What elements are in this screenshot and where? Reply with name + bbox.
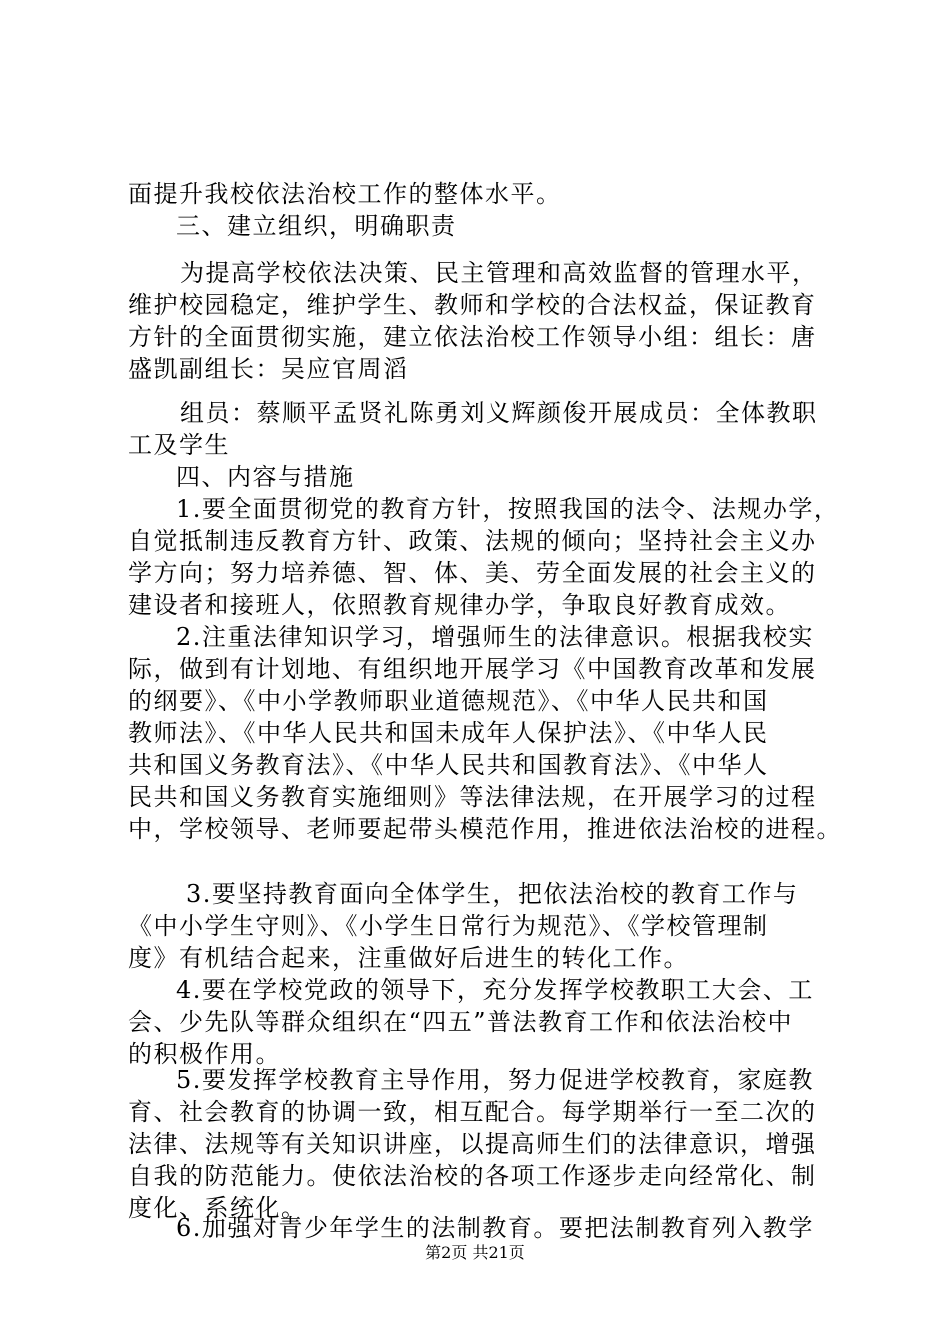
body-text-line: 法律、法规等有关知识讲座，以提高师生们的法律意识，增强 (128, 1130, 817, 1158)
page-number-footer: 第2页 共21页 (425, 1243, 525, 1262)
body-text-line: 的纲要》、《中小学教师职业道德规范》、《中华人民共和国 (128, 687, 769, 715)
body-text-line: 民共和国义务教育实施细则》等法律法规，在开展学习的过程 (128, 783, 817, 811)
body-text-line: 盛凯副组长：吴应官周滔 (128, 355, 409, 383)
body-text-line: 《中小学生守则》、《小学生日常行为规范》、《学校管理制 (128, 912, 769, 940)
body-text-line: 1.要全面贯彻党的教育方针，按照我国的法令、法规办学， (176, 495, 840, 523)
body-text-line: 2.注重法律知识学习，增强师生的法律意识。根据我校实 (176, 623, 814, 651)
body-text-line: 5.要发挥学校教育主导作用，努力促进学校教育，家庭教 (176, 1066, 814, 1094)
body-text-line: 4.要在学校党政的领导下，充分发挥学校教职工大会、工 (176, 976, 814, 1004)
body-text-line: 教师法》、《中华人民共和国未成年人保护法》、《中华人民 (128, 719, 769, 747)
section-heading: 四、内容与措施 (176, 463, 355, 491)
body-text-line: 自觉抵制违反教育方针、政策、法规的倾向；坚持社会主义办 (128, 527, 817, 555)
body-text-line: 度》有机结合起来，注重做好后进生的转化工作。 (128, 944, 689, 972)
body-text-line: 会、少先队等群众组织在“四五”普法教育工作和依法治校中 (128, 1008, 794, 1036)
body-text-line: 6.加强对青少年学生的法制教育。要把法制教育列入教学 (176, 1214, 814, 1242)
section-heading: 三、建立组织，明确职责 (176, 212, 457, 240)
body-text-line: 建设者和接班人，依照教育规律办学，争取良好教育成效。 (128, 591, 791, 619)
body-text-line: 维护校园稳定，维护学生、教师和学校的合法权益，保证教育 (128, 291, 817, 319)
body-text-line: 工及学生 (128, 431, 230, 459)
body-text-line: 育、社会教育的协调一致，相互配合。每学期举行一至二次的 (128, 1098, 817, 1126)
body-text-line: 面提升我校依法治校工作的整体水平。 (128, 180, 562, 208)
body-text-line: 际，做到有计划地、有组织地开展学习《中国教育改革和发展 (128, 655, 817, 683)
body-text-line: 为提高学校依法决策、民主管理和高效监督的管理水平， (180, 259, 818, 287)
body-text-line: 3.要坚持教育面向全体学生，把依法治校的教育工作与 (186, 880, 799, 908)
body-text-line: 中，学校领导、老师要起带头模范作用，推进依法治校的进程。 (128, 815, 842, 843)
body-text-line: 学方向；努力培养德、智、体、美、劳全面发展的社会主义的 (128, 559, 817, 587)
body-text-line: 组员：蔡顺平孟贤礼陈勇刘义辉颜俊开展成员：全体教职 (180, 399, 818, 427)
body-text-line: 度化、系统化。 (128, 1194, 307, 1222)
body-text-line: 的积极作用。 (128, 1040, 281, 1068)
body-text-line: 自我的防范能力。使依法治校的各项工作逐步走向经常化、制 (128, 1162, 817, 1190)
body-text-line: 共和国义务教育法》、《中华人民共和国教育法》、《中华人 (128, 751, 769, 779)
body-text-line: 方针的全面贯彻实施，建立依法治校工作领导小组：组长：唐 (128, 323, 817, 351)
